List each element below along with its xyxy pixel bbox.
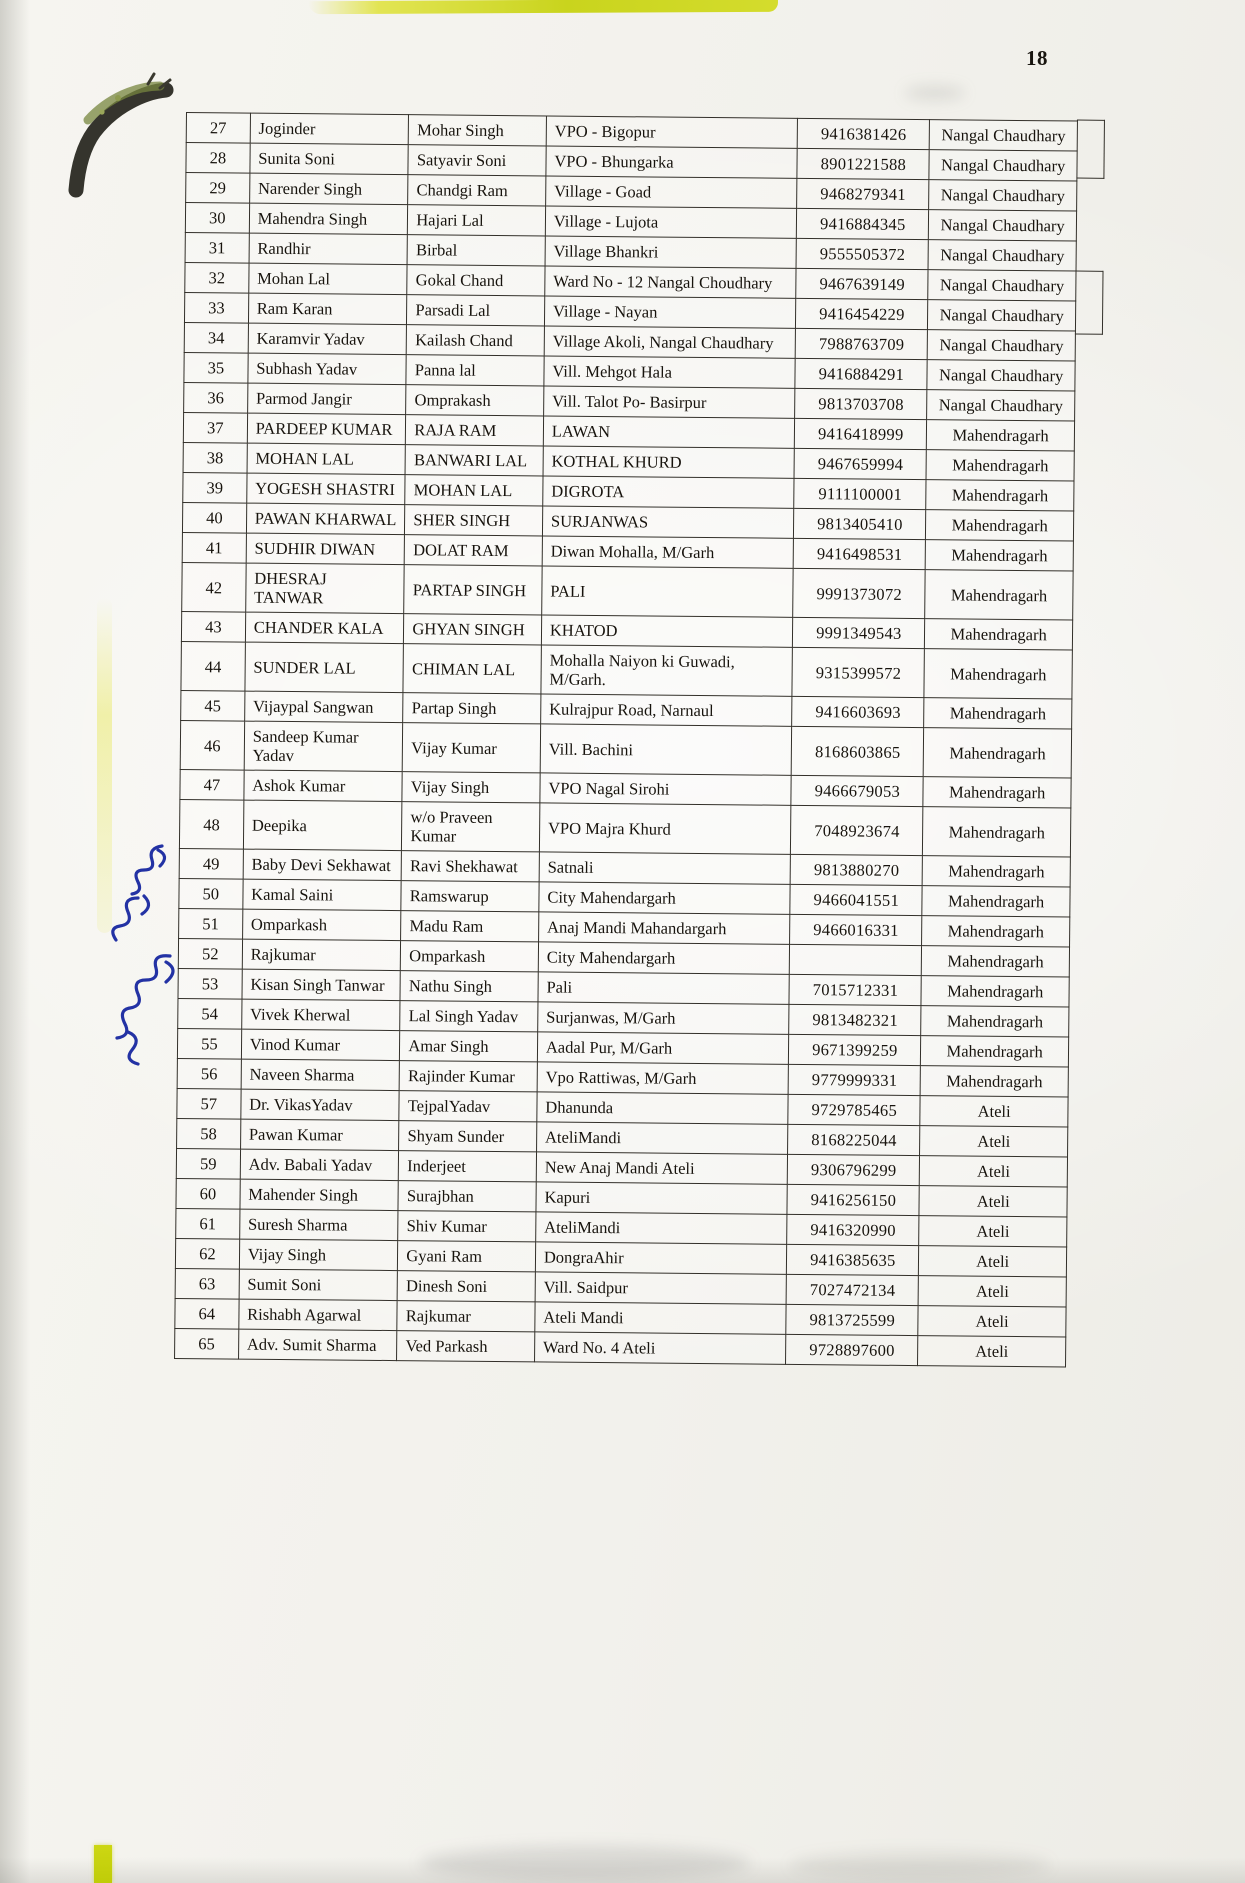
cell-address: Mohalla Naiyon ki Guwadi, M/Garh. [541,645,793,696]
cell-name: Ram Karan [248,293,407,325]
cell-district: Mahendragarh [925,619,1073,650]
cell-name: YOGESH SHASTRI [246,473,405,505]
cell-district: Nangal Chaudhary [928,300,1076,331]
cell-father-name: SHER SINGH [405,505,543,536]
cell-name: Narender Singh [249,173,408,205]
cell-name: Joginder [250,113,409,145]
cell-district: Mahendragarh [924,698,1072,729]
cell-name: Vinod Kumar [241,1029,400,1061]
cell-district: Nangal Chaudhary [929,180,1077,211]
cell-district: Ateli [919,1216,1067,1247]
cell-father-name: Ved Parkash [397,1331,535,1362]
cell-father-name: DOLAT RAM [404,535,542,566]
cell-father-name: Omparkash [401,941,539,972]
cell-father-name: w/o Praveen Kumar [402,802,540,852]
cell-address: Vill. Saidpur [535,1272,787,1304]
cell-phone: 7015712331 [789,974,921,1005]
cell-district: Nangal Chaudhary [927,390,1075,421]
cell-serial-number: 59 [176,1148,240,1179]
cell-address: City Mahendargarh [539,882,791,914]
cell-address: Village Bhankri [545,236,797,268]
cell-father-name: Birbal [407,235,545,266]
cell-serial-number: 30 [185,203,249,234]
cell-phone: 9779999331 [788,1064,920,1095]
cell-district: Mahendragarh [923,777,1071,808]
cell-district: Mahendragarh [926,480,1074,511]
cell-name: Mahender Singh [240,1179,399,1211]
cell-father-name: Ravi Shekhawat [401,851,539,882]
cell-name: Adv. Babali Yadav [240,1149,399,1181]
cell-phone: 9416884345 [797,208,929,239]
cell-name: Deepika [243,800,402,851]
cell-district: Mahendragarh [927,420,1075,451]
cell-district: Nangal Chaudhary [930,120,1078,151]
cell-name: Kamal Saini [243,879,402,911]
cell-address: Ward No. 4 Ateli [534,1332,786,1364]
cell-name: Mohan Lal [248,263,407,295]
cell-district: Ateli [920,1096,1068,1127]
cell-phone: 9416320990 [787,1214,919,1245]
cell-name: PARDEEP KUMAR [247,413,406,445]
cell-serial-number: 57 [177,1088,241,1119]
scan-smudge [905,86,965,100]
cell-district: Ateli [919,1246,1067,1277]
cell-phone: 9466016331 [790,914,922,945]
cell-phone: 9813405410 [794,508,926,539]
cell-phone: 9991349543 [793,617,925,648]
cell-father-name: Partap Singh [403,693,541,724]
scan-smudge [790,1852,1050,1878]
cell-serial-number: 31 [185,232,249,263]
margin-checkbox [1075,271,1104,335]
cell-name: Rishabh Agarwal [239,1299,398,1331]
cell-district: Mahendragarh [925,570,1073,620]
cell-district: Ateli [918,1306,1066,1337]
roster-table-body [175,113,1078,1367]
cell-serial-number: 46 [180,720,244,770]
cell-address: VPO - Bigopur [546,116,798,148]
cell-serial-number: 27 [186,113,250,144]
cell-serial-number: 62 [175,1238,239,1269]
cell-father-name: Rajinder Kumar [399,1061,537,1092]
cell-father-name: Gokal Chand [407,265,545,296]
cell-address: Village - Lujota [545,206,797,238]
cell-serial-number: 39 [183,472,247,503]
cell-serial-number: 28 [186,143,250,174]
cell-name: Sandeep Kumar Yadav [244,721,403,772]
cell-phone: 9729785465 [788,1094,920,1125]
cell-district: Nangal Chaudhary [928,330,1076,361]
cell-serial-number: 54 [178,998,242,1029]
cell-address: Aadal Pur, M/Garh [537,1032,789,1064]
cell-name: MOHAN LAL [247,443,406,475]
cell-district: Mahendragarh [923,728,1071,778]
cell-district: Mahendragarh [922,916,1070,947]
cell-district: Nangal Chaudhary [929,150,1077,181]
cell-phone: 9813725599 [786,1304,918,1335]
cell-father-name: Gyani Ram [398,1241,536,1272]
cell-phone: 9416603693 [792,696,924,727]
cell-name: Vivek Kherwal [241,999,400,1031]
cell-serial-number: 37 [183,412,247,443]
cell-name: Dr. VikasYadav [241,1089,400,1121]
cell-name: Vijay Singh [239,1239,398,1271]
roster-table-container [174,112,1078,1368]
cell-serial-number: 63 [175,1268,239,1299]
cell-district: Mahendragarh [922,886,1070,917]
cell-district: Nangal Chaudhary [929,210,1077,241]
cell-father-name: Madu Ram [401,911,539,942]
cell-address: Kulrajpur Road, Narnaul [541,694,793,726]
cell-phone: 9111100001 [794,478,926,509]
cell-serial-number: 51 [179,908,243,939]
cell-district: Mahendragarh [926,510,1074,541]
cell-name: Ashok Kumar [244,770,403,802]
cell-address: PALI [542,566,794,617]
cell-serial-number: 60 [176,1178,240,1209]
cell-serial-number: 35 [184,352,248,383]
cell-name: Adv. Sumit Sharma [238,1329,397,1361]
cell-serial-number: 38 [183,442,247,473]
cell-serial-number: 34 [184,322,248,353]
cell-serial-number: 52 [178,938,242,969]
cell-district: Nangal Chaudhary [928,270,1076,301]
cell-district: Mahendragarh [923,807,1071,857]
cell-name: Mahendra Singh [249,203,408,235]
cell-name: Suresh Sharma [239,1209,398,1241]
cell-name: SUDHIR DIWAN [246,533,405,565]
cell-address: Vpo Rattiwas, M/Garh [537,1062,789,1094]
cell-father-name: RAJA RAM [406,415,544,446]
cell-father-name: Chandgi Ram [408,175,546,206]
cell-father-name: TejpalYadav [399,1091,537,1122]
cell-serial-number: 36 [184,382,248,413]
cell-address: DIGROTA [543,476,795,508]
cell-phone: 7048923674 [791,805,923,855]
cell-name: Naveen Sharma [241,1059,400,1091]
cell-father-name: PARTAP SINGH [404,565,542,615]
cell-name: Randhir [249,233,408,265]
cell-serial-number: 42 [182,562,246,612]
cell-address: VPO - Bhungarka [546,146,798,178]
cell-father-name: Hajari Lal [408,205,546,236]
cell-district: Mahendragarh [922,856,1070,887]
cell-district: Nangal Chaudhary [927,360,1075,391]
cell-name: PAWAN KHARWAL [246,503,405,535]
cell-phone: 9416418999 [795,418,927,449]
cell-district: Mahendragarh [924,649,1072,699]
cell-name: Sumit Soni [239,1269,398,1301]
cell-name: Omparkash [242,909,401,941]
cell-address: Vill. Talot Po- Basirpur [543,386,795,418]
yellow-highlight-bottom-left [94,1845,112,1883]
cell-district: Mahendragarh [921,1036,1069,1067]
cell-district: Ateli [920,1156,1068,1187]
cell-district: Ateli [918,1276,1066,1307]
cell-phone: 9306796299 [788,1154,920,1185]
cell-phone: 9813880270 [791,854,923,885]
cell-serial-number: 53 [178,968,242,999]
cell-father-name: Nathu Singh [400,971,538,1002]
cell-father-name: Vijay Singh [402,772,540,803]
cell-serial-number: 50 [179,878,243,909]
clip-mark-icon [48,58,188,218]
cell-serial-number: 45 [181,690,245,721]
cell-district: Mahendragarh [925,540,1073,571]
cell-father-name: MOHAN LAL [405,475,543,506]
cell-father-name: Mohar Singh [409,115,547,146]
cell-serial-number: 41 [182,532,246,563]
cell-address: Village Akoli, Nangal Chaudhary [544,326,796,358]
cell-phone: 9555505372 [796,238,928,269]
cell-address: Pali [538,972,790,1004]
cell-father-name: Kailash Chand [407,325,545,356]
page-edge-shadow [0,0,30,1883]
scan-smudge [420,1846,750,1880]
cell-name: Kisan Singh Tanwar [242,969,401,1001]
cell-address: Satnali [539,852,791,884]
cell-father-name: Dinesh Soni [397,1271,535,1302]
margin-checkbox [1076,120,1105,179]
cell-address: VPO Majra Khurd [539,803,791,854]
cell-father-name: Lal Singh Yadav [400,1001,538,1032]
cell-serial-number: 56 [177,1058,241,1089]
cell-name: Parmod Jangir [247,383,406,415]
cell-address: KHATOD [541,615,793,647]
cell-phone: 9467659994 [794,448,926,479]
cell-address: Anaj Mandi Mahandargarh [538,912,790,944]
cell-phone: 9991373072 [793,568,925,618]
cell-serial-number: 55 [177,1028,241,1059]
cell-address: LAWAN [543,416,795,448]
cell-phone: 9416498531 [794,538,926,569]
cell-father-name: Amar Singh [400,1031,538,1062]
cell-name: Karamvir Yadav [248,323,407,355]
cell-father-name: Shiv Kumar [398,1211,536,1242]
cell-address: Kapuri [536,1182,788,1214]
cell-phone: 9813703708 [795,388,927,419]
cell-district: Ateli [918,1336,1066,1367]
cell-name: Pawan Kumar [240,1119,399,1151]
cell-address: Village - Goad [546,176,798,208]
cell-phone: 9813482321 [789,1004,921,1035]
cell-serial-number: 29 [186,173,250,204]
cell-phone: 9416454229 [796,298,928,329]
cell-address: Ateli Mandi [535,1302,787,1334]
cell-phone: 8168225044 [788,1124,920,1155]
cell-father-name: Inderjeet [399,1151,537,1182]
cell-father-name: CHIMAN LAL [403,644,541,694]
cell-name: Sunita Soni [250,143,409,175]
cell-address: Ward No - 12 Nangal Choudhary [545,266,797,298]
cell-father-name: Parsadi Lal [407,295,545,326]
cell-phone: 9728897600 [786,1334,918,1365]
table-row [181,641,1072,699]
cell-phone: 9416884291 [795,358,927,389]
cell-serial-number: 47 [180,769,244,800]
cell-phone: 9416381426 [798,118,930,149]
cell-address: SURJANWAS [542,506,794,538]
cell-address: DongraAhir [535,1242,787,1274]
cell-father-name: Surajbhan [398,1181,536,1212]
cell-phone: 9468279341 [797,178,929,209]
cell-address: City Mahendargarh [538,942,790,974]
cell-father-name: Satyavir Soni [408,145,546,176]
cell-district: Mahendragarh [921,1006,1069,1037]
cell-name: SUNDER LAL [245,642,404,693]
cell-district: Mahendragarh [921,976,1069,1007]
contact-roster-table [174,112,1078,1368]
cell-phone: 9315399572 [792,647,924,697]
cell-father-name: Vijay Kumar [403,723,541,773]
cell-name: Vijaypal Sangwan [244,691,403,723]
cell-name: Subhash Yadav [248,353,407,385]
cell-father-name: Ramswarup [401,881,539,912]
page-number: 18 [1026,46,1048,70]
cell-serial-number: 48 [179,799,243,849]
cell-address: Vill. Mehgot Hala [544,356,796,388]
table-row [182,562,1073,620]
cell-district: Mahendragarh [922,946,1070,977]
cell-district: Ateli [920,1126,1068,1157]
cell-address: Diwan Mohalla, M/Garh [542,536,794,568]
cell-district: Mahendragarh [926,450,1074,481]
cell-father-name: Panna lal [406,355,544,386]
cell-district: Mahendragarh [920,1066,1068,1097]
cell-phone: 9416385635 [787,1244,919,1275]
cell-district: Ateli [919,1186,1067,1217]
table-row [179,799,1070,857]
cell-phone: 8168603865 [792,726,924,776]
cell-serial-number: 64 [175,1298,239,1329]
cell-phone: 9671399259 [789,1034,921,1065]
cell-serial-number: 58 [177,1118,241,1149]
cell-phone: 9466679053 [791,775,923,806]
cell-phone: 9416256150 [787,1184,919,1215]
cell-serial-number: 40 [182,502,246,533]
cell-name: Rajkumar [242,939,401,971]
cell-father-name: Shyam Sunder [399,1121,537,1152]
cell-father-name: Omprakash [406,385,544,416]
cell-address: AteliMandi [536,1212,788,1244]
cell-serial-number: 49 [179,848,243,879]
cell-serial-number: 33 [184,292,248,323]
cell-serial-number: 43 [181,611,245,642]
cell-address: VPO Nagal Sirohi [540,773,792,805]
cell-address: Vill. Bachini [540,724,792,775]
cell-phone: 7988763709 [796,328,928,359]
cell-serial-number: 44 [181,641,245,691]
cell-father-name: GHYAN SINGH [404,614,542,645]
cell-name: DHESRAJ TANWAR [245,563,404,614]
cell-address: AteliMandi [536,1122,788,1154]
cell-serial-number: 32 [185,262,249,293]
cell-phone: 7027472134 [786,1274,918,1305]
yellow-highlight-top [308,0,778,14]
cell-serial-number: 61 [176,1208,240,1239]
cell-address: New Anaj Mandi Ateli [536,1152,788,1184]
cell-father-name: BANWARI LAL [405,445,543,476]
cell-phone: 9466041551 [790,884,922,915]
cell-father-name: Rajkumar [397,1301,535,1332]
cell-district: Nangal Chaudhary [928,240,1076,271]
cell-phone [790,944,922,975]
table-row [180,720,1071,778]
cell-phone: 9467639149 [796,268,928,299]
cell-name: CHANDER KALA [245,612,404,644]
cell-address: KOTHAL KHURD [543,446,795,478]
cell-name: Baby Devi Sekhawat [243,849,402,881]
cell-address: Village - Nayan [544,296,796,328]
cell-serial-number: 65 [175,1328,239,1359]
cell-address: Dhanunda [537,1092,789,1124]
cell-phone: 8901221588 [797,148,929,179]
cell-address: Surjanwas, M/Garh [538,1002,790,1034]
